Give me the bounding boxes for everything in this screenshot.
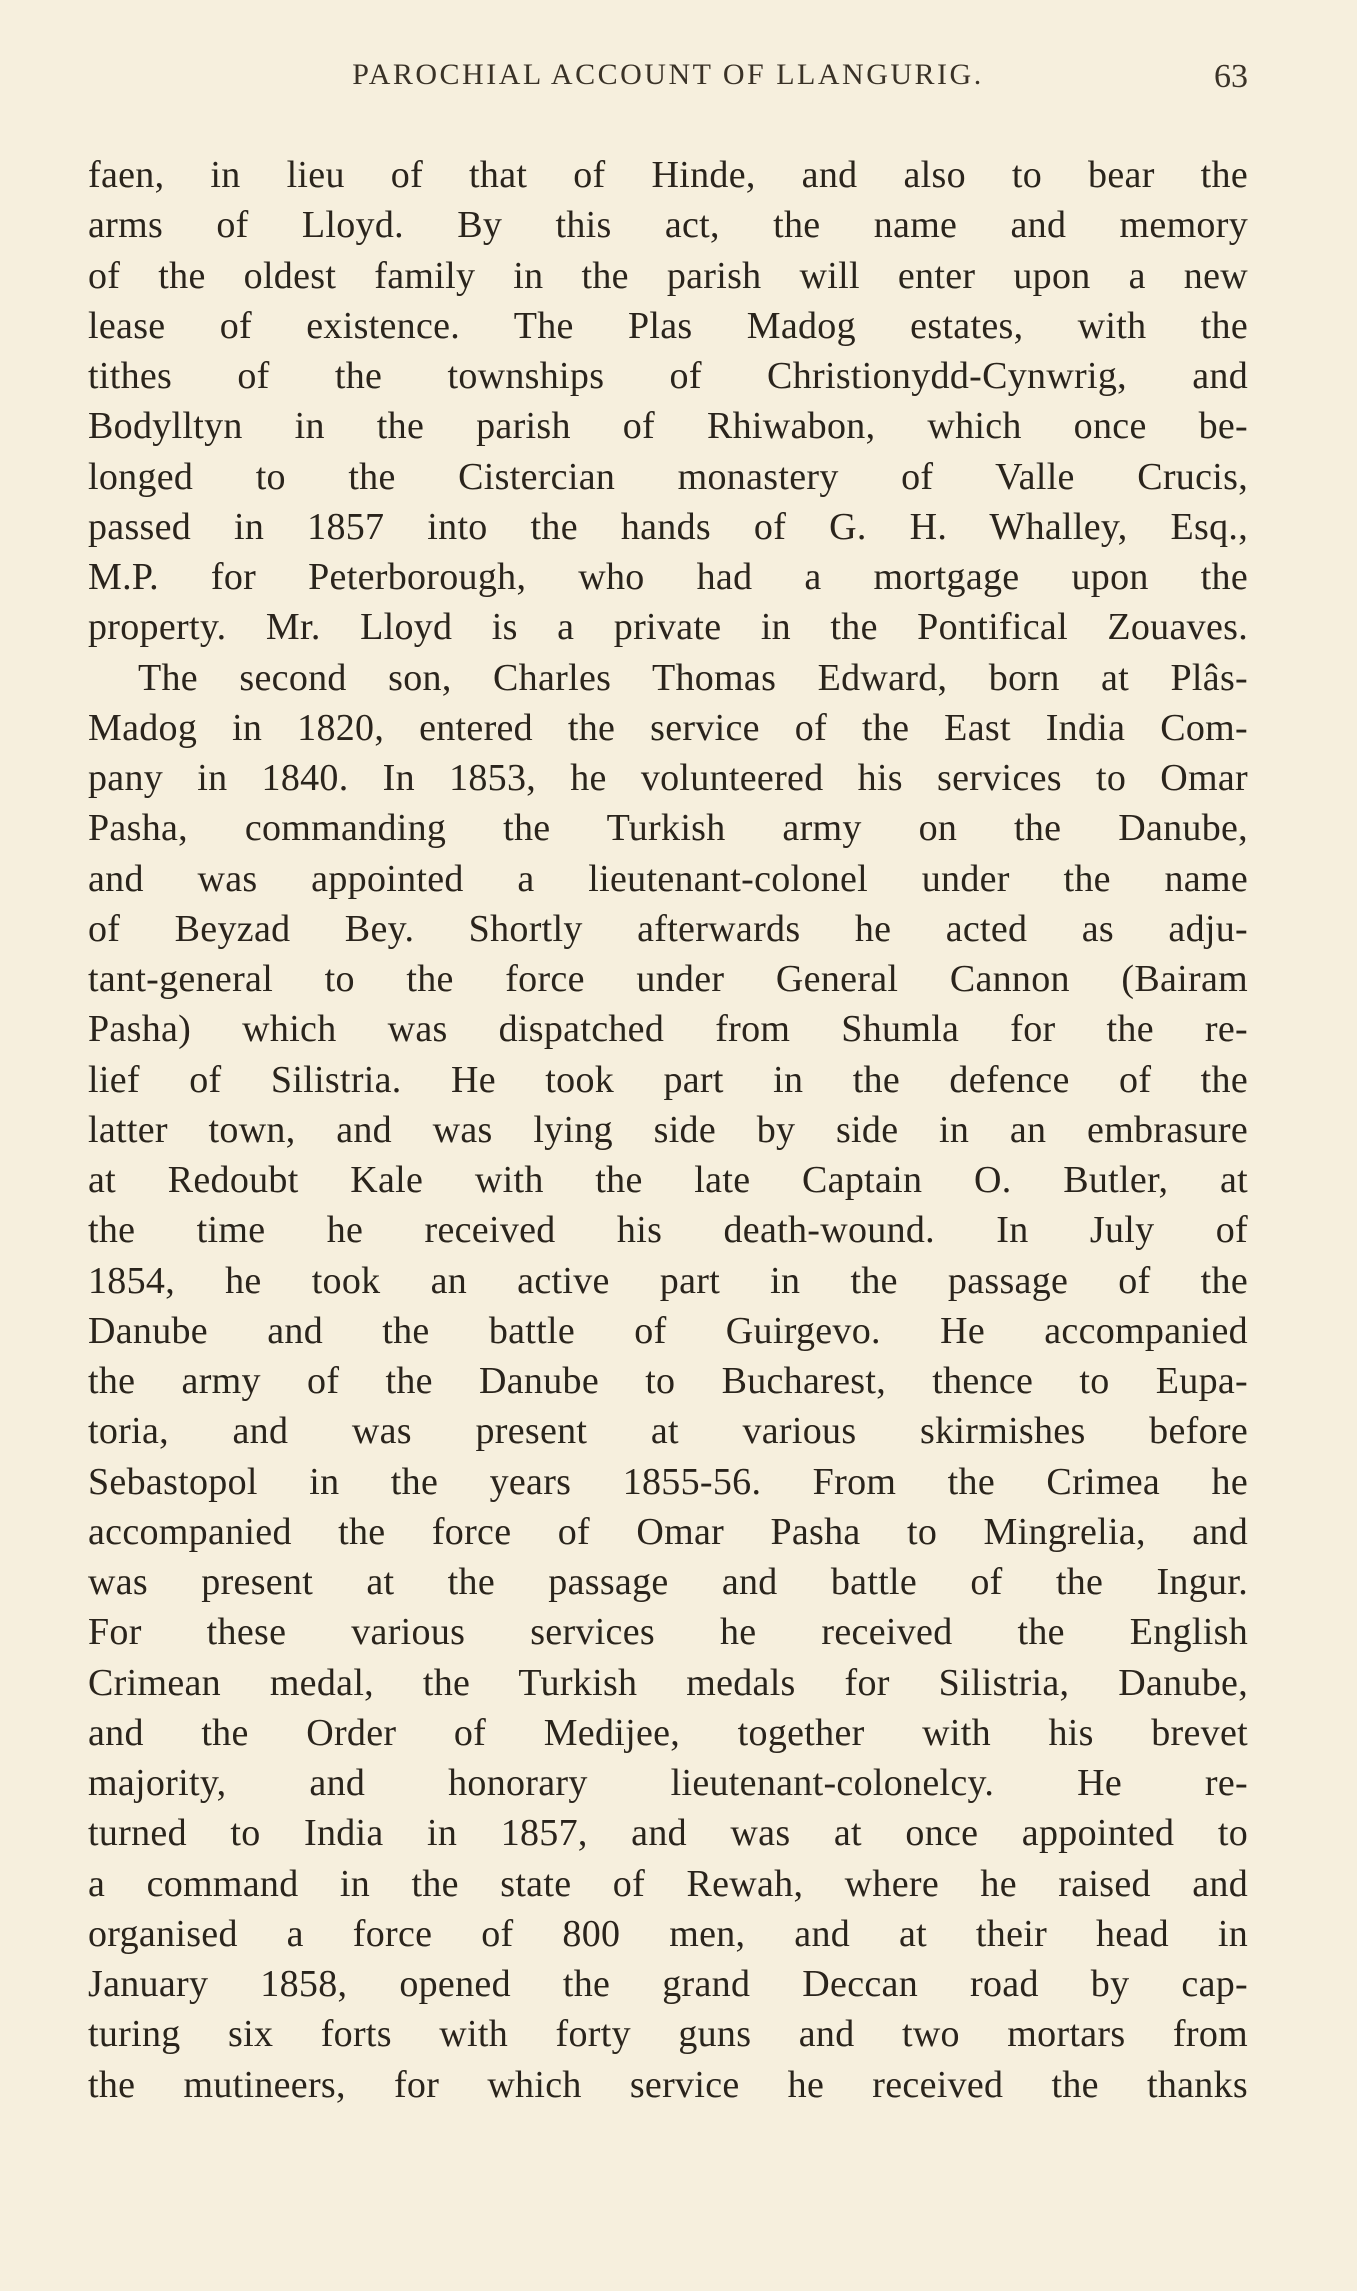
- text-line: a command in the state of Rewah, where he raised and: [88, 1862, 1248, 1905]
- text-line: passed in 1857 into the hands of G. H. Whalley, Esq.,: [88, 505, 1248, 548]
- page-number: 63: [1214, 58, 1248, 95]
- text-line: Crimean medal, the Turkish medals for Silistria, Danube,: [88, 1661, 1248, 1704]
- text-line: property. Mr. Lloyd is a private in the Pontifical Zouaves.: [88, 606, 1248, 649]
- text-line: tant-general to the force under General Cannon (Bairam: [88, 958, 1248, 1000]
- text-line: 1854, he took an active part in the passage of the: [88, 1259, 1248, 1302]
- text-line: at Redoubt Kale with the late Captain O. Butler, at: [88, 1159, 1248, 1201]
- text-line: the mutineers, for which service he received the thanks: [88, 2063, 1248, 2106]
- text-line: Bodylltyn in the parish of Rhiwabon, which once be-: [88, 405, 1248, 448]
- text-line: of the oldest family in the parish will enter upon a new: [88, 254, 1248, 297]
- running-title: PAROCHIAL ACCOUNT OF LLANGURIG.: [352, 58, 984, 91]
- text-line: arms of Lloyd. By this act, the name and memory: [88, 204, 1248, 247]
- text-line: of Beyzad Bey. Shortly afterwards he acted as adju-: [88, 907, 1248, 950]
- text-line: and the Order of Medijee, together with his brevet: [88, 1711, 1248, 1754]
- text-line: was present at the passage and battle of the Ingur.: [88, 1561, 1248, 1603]
- body-text: [88, 150, 1248, 2110]
- text-line: tithes of the townships of Christionydd-Cynwrig, and: [88, 355, 1248, 397]
- text-line: the time he received his death-wound. In July of: [88, 1209, 1248, 1252]
- running-head: [88, 58, 1248, 108]
- text-line: longed to the Cistercian monastery of Valle Crucis,: [88, 455, 1248, 498]
- text-line: lief of Silistria. He took part in the defence of the: [88, 1058, 1248, 1101]
- text-line: the army of the Danube to Bucharest, thence to Eupa-: [88, 1360, 1248, 1402]
- text-line: toria, and was present at various skirmishes before: [88, 1410, 1248, 1453]
- text-line: organised a force of 800 men, and at their head in: [88, 1912, 1248, 1955]
- text-line: latter town, and was lying side by side in an embrasure: [88, 1108, 1248, 1151]
- text-line: Danube and the battle of Guirgevo. He accompanied: [88, 1309, 1248, 1352]
- text-line: Sebastopol in the years 1855-56. From the Crimea he: [88, 1460, 1248, 1503]
- text-line: and was appointed a lieutenant-colonel under the name: [88, 857, 1248, 900]
- text-line: lease of existence. The Plas Madog estates, with the: [88, 304, 1248, 347]
- text-line: pany in 1840. In 1853, he volunteered his services to Omar: [88, 757, 1248, 799]
- text-line: January 1858, opened the grand Deccan road by cap-: [88, 1963, 1248, 2005]
- text-line: accompanied the force of Omar Pasha to Mingrelia, and: [88, 1510, 1248, 1553]
- text-line: Pasha, commanding the Turkish army on the Danube,: [88, 807, 1248, 850]
- text-line: turing six forts with forty guns and two mortars from: [88, 2013, 1248, 2056]
- text-line-paragraph-start: The second son, Charles Thomas Edward, born at Plâs-: [138, 656, 1248, 699]
- text-line: faen, in lieu of that of Hinde, and also to bear the: [88, 154, 1248, 196]
- text-line: Pasha) which was dispatched from Shumla for the re-: [88, 1008, 1248, 1051]
- text-line: turned to India in 1857, and was at once appointed to: [88, 1812, 1248, 1855]
- text-line: majority, and honorary lieutenant-colonelcy. He re-: [88, 1762, 1248, 1804]
- text-line: For these various services he received the English: [88, 1611, 1248, 1654]
- text-line: M.P. for Peterborough, who had a mortgage upon the: [88, 556, 1248, 598]
- text-line: Madog in 1820, entered the service of the East India Com-: [88, 706, 1248, 749]
